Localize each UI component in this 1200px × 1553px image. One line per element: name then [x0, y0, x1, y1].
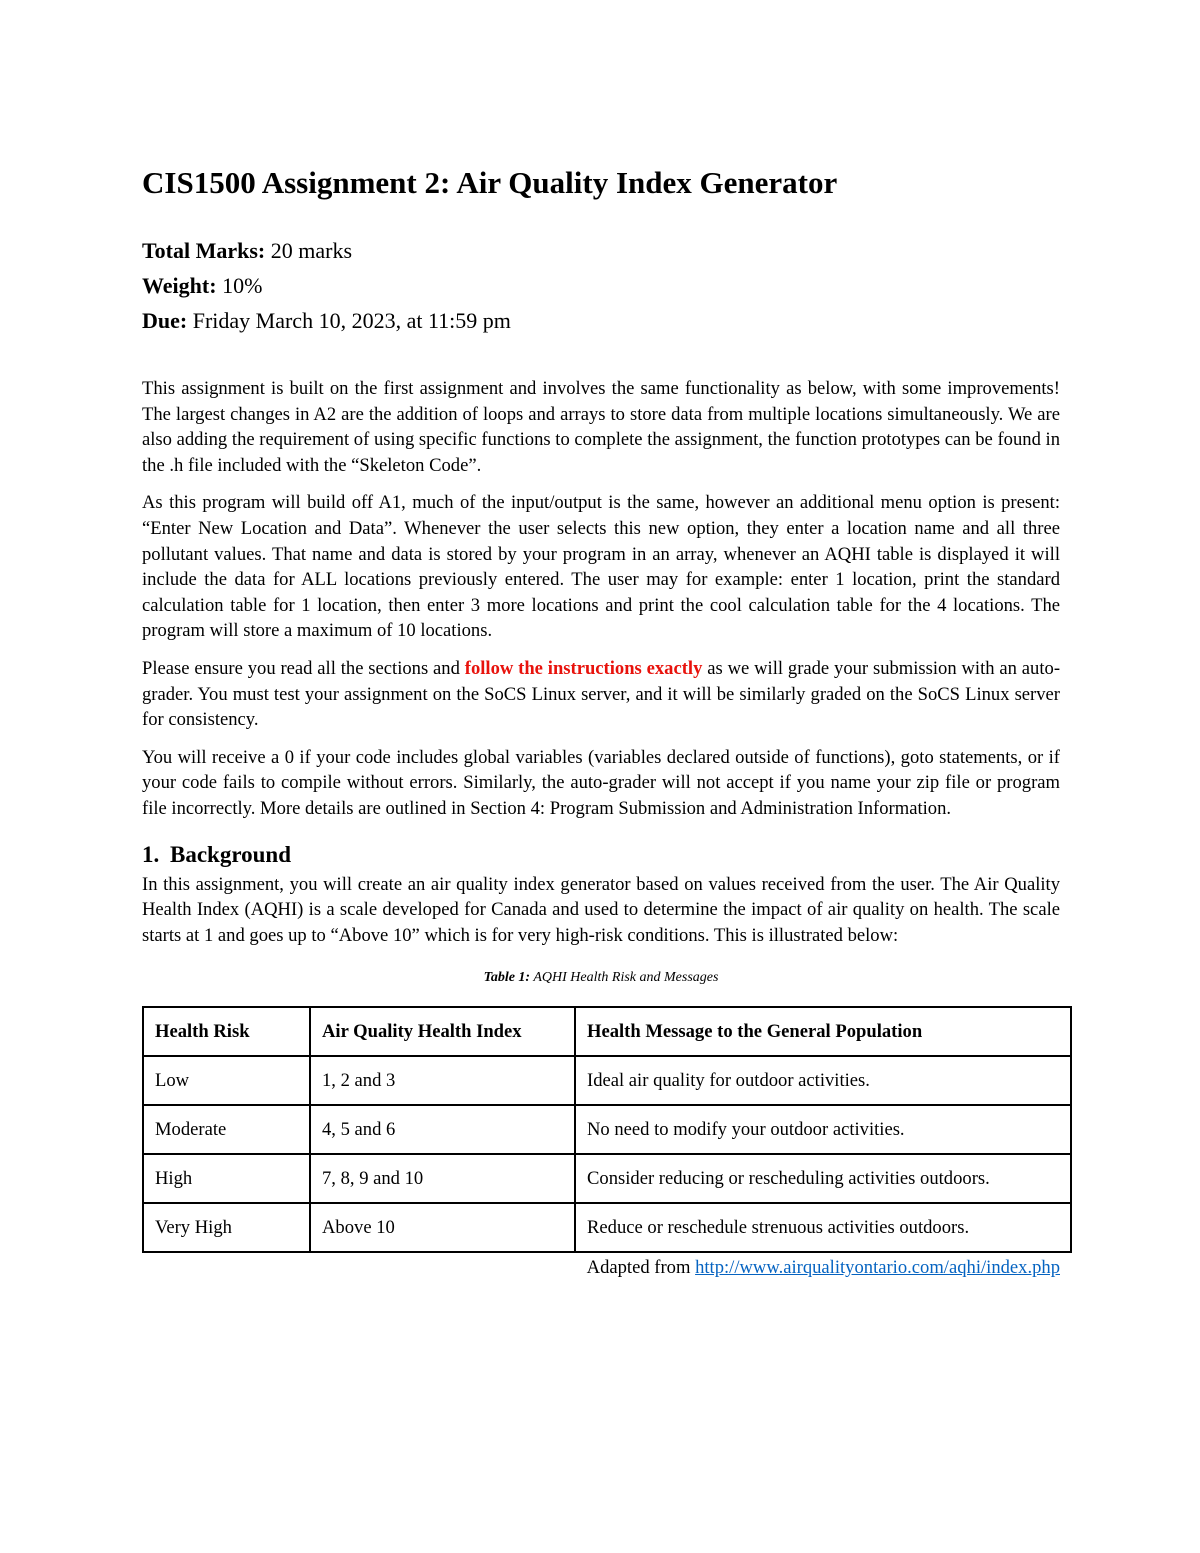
header-health-message: Health Message to the General Population — [575, 1007, 1071, 1056]
table-cell: Ideal air quality for outdoor activities. — [575, 1056, 1071, 1105]
weight-line — [142, 268, 1060, 303]
instructions-text-start: Please ensure you read all the sections and — [142, 657, 465, 679]
header-health-risk: Health Risk — [143, 1007, 310, 1056]
table-row — [143, 1154, 1071, 1203]
table-cell: Very High — [143, 1203, 310, 1252]
table-cell: Above 10 — [310, 1203, 575, 1252]
table-row — [143, 1056, 1071, 1105]
header-aqhi: Air Quality Health Index — [310, 1007, 575, 1056]
due-value: Friday March 10, 2023, at 11:59 pm — [187, 308, 511, 333]
source-prefix: Adapted from — [586, 1257, 696, 1279]
instructions-paragraph — [142, 656, 1060, 733]
table-cell: 7, 8, 9 and 10 — [310, 1154, 575, 1203]
section-number: 1. — [142, 841, 160, 867]
section-title: Background — [170, 841, 292, 867]
table-caption — [142, 968, 1060, 988]
table-cell: Consider reducing or rescheduling activities outdoors. — [575, 1154, 1071, 1203]
table-cell: Reduce or reschedule strenuous activities outdoors. — [575, 1203, 1071, 1252]
weight-label: Weight: — [142, 273, 217, 298]
table-cell: High — [143, 1154, 310, 1203]
page-title: CIS1500 Assignment 2: Air Quality Index Generator — [142, 165, 838, 200]
due-label: Due: — [142, 308, 188, 333]
due-line — [142, 303, 1060, 338]
instructions-text-end: as we will grade your submission with an auto-grader. You must test your assignment on the SoCS Linux server, and it will be similarly graded on the SoCS Linux server for consistency. — [142, 657, 1061, 731]
table-caption-text: AQHI Health Risk and Messages — [530, 970, 719, 986]
background-paragraph: In this assignment, you will create an air quality index generator based on values received from the user. The Air Quality Health Index (AQHI) is a scale developed for Canada and used to determine the impact of air quality on health. The scale starts at 1 and goes up to “Above 10” which is for very high-risk conditions. This is illustrated below: — [142, 873, 1060, 946]
table-cell: Moderate — [143, 1105, 310, 1154]
section-heading-background — [142, 838, 1060, 872]
source-link[interactable]: http://www.airqualityontario.com/aqhi/index.php — [695, 1257, 1060, 1279]
table-cell: 1, 2 and 3 — [310, 1056, 575, 1105]
table-cell: No need to modify your outdoor activities. — [575, 1105, 1071, 1154]
table-row — [143, 1203, 1071, 1252]
assignment-meta — [142, 233, 1060, 338]
table-cell: Low — [143, 1056, 310, 1105]
weight-value: 10% — [216, 273, 263, 298]
build-off-paragraph: As this program will build off A1, much of the input/output is the same, however an additional menu option is present: “Enter New Location and Data”. Whenever the user selects this new option, they enter a location name and all three pollutant values. That name and data is stored by your program in an array, whenever an AQHI table is displayed it will include the data for ALL locations previously entered. The user may for example: enter 1 location, print the standard calculation table for 1 location, then enter 3 more locations and print the cool calculation table for the 4 locations. The program will store a maximum of 10 locations. — [142, 492, 1060, 642]
table-header-row — [143, 1007, 1071, 1056]
intro-paragraph: This assignment is built on the first assignment and involves the same functionality as below, with some improvements! The largest changes in A2 are the addition of loops and arrays to store data from multiple locations simultaneously. We are also adding the requirement of using specific functions to complete the assignment, the function prototypes can be found in the .h file included with the “Skeleton Code”. — [142, 378, 1060, 476]
table-source — [142, 1257, 1060, 1279]
penalty-paragraph: You will receive a 0 if your code includes global variables (variables declared outside of functions), goto statements, or if your code fails to compile without errors. Similarly, the auto-grader will not accept if you name your zip file or program file incorrectly. More details are outlined in Section 4: Program Submission and Administration Information. — [142, 746, 1060, 819]
instructions-highlight: follow the instructions exactly — [464, 657, 703, 679]
table-caption-label: Table 1: — [483, 970, 531, 986]
document-page — [142, 160, 1060, 1279]
total-marks-value: 20 marks — [265, 238, 353, 263]
table-cell: 4, 5 and 6 — [310, 1105, 575, 1154]
total-marks-label: Total Marks: — [142, 238, 266, 263]
table-row — [143, 1105, 1071, 1154]
aqhi-table — [142, 1006, 1072, 1253]
total-marks-line — [142, 233, 1060, 268]
